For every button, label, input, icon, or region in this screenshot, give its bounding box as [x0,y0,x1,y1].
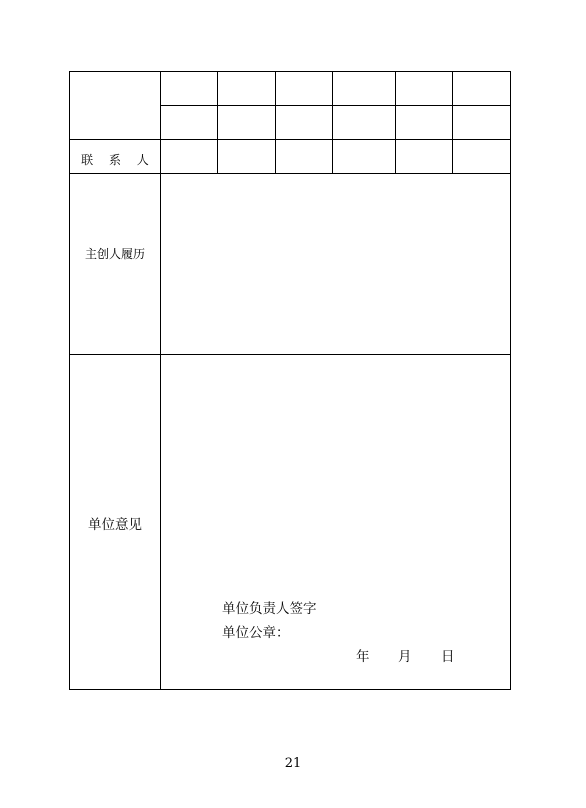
application-form-table [69,71,511,690]
form-cell[interactable] [333,72,395,105]
contact-cell[interactable] [161,140,217,173]
form-cell[interactable] [161,72,217,105]
resume-field[interactable] [161,174,511,354]
day-label: 日 [441,649,455,665]
form-cell[interactable] [276,106,332,139]
contact-label: 联 系 人 [81,153,155,167]
form-cell[interactable] [218,106,275,139]
form-cell[interactable] [453,106,511,139]
date-line [356,649,466,665]
form-cell[interactable] [161,106,217,139]
page-number: 21 [284,756,302,771]
signature-line: 单位负责人签字 [222,601,317,617]
form-cell[interactable] [453,72,511,105]
form-cell[interactable] [396,106,452,139]
form-cell[interactable] [218,72,275,105]
resume-label: 主创人履历 [84,247,145,261]
opinion-label: 单位意见 [88,517,142,533]
contact-cell[interactable] [333,140,395,173]
contact-cell[interactable] [396,140,452,173]
contact-cell[interactable] [276,140,332,173]
form-cell[interactable] [333,106,395,139]
opinion-field[interactable] [161,355,511,689]
month-label: 月 [398,649,412,665]
form-cell[interactable] [396,72,452,105]
form-cell[interactable] [276,72,332,105]
contact-cell[interactable] [218,140,275,173]
contact-cell[interactable] [453,140,511,173]
year-label: 年 [356,649,370,665]
seal-line: 单位公章： [222,625,290,641]
